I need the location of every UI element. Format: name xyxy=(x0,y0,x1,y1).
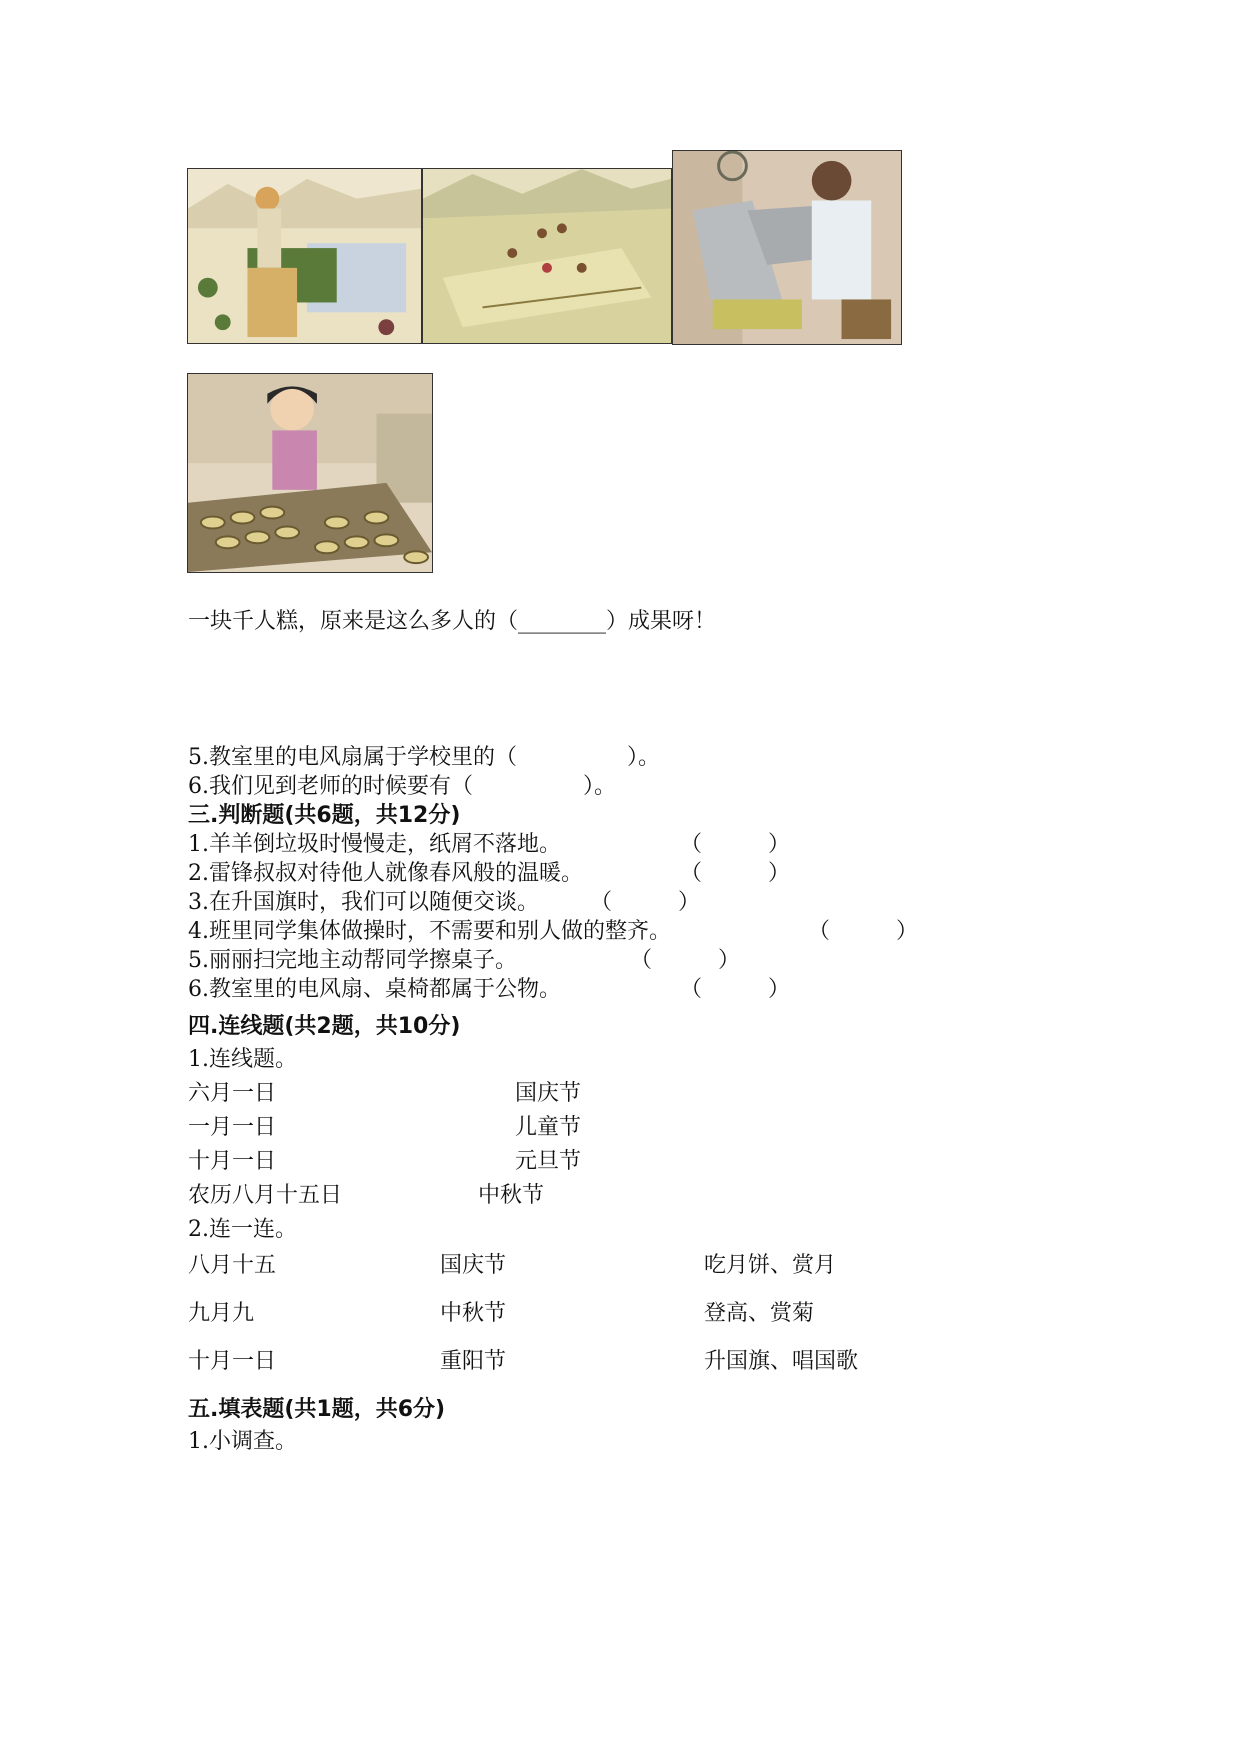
judge-item-1: 1.羊羊倒垃圾时慢慢走，纸屑不落地。 xyxy=(188,832,561,857)
match-q2-label: 2.连一连。 xyxy=(188,1217,297,1242)
judge-item-1-answer[interactable]: （ ） xyxy=(680,832,791,857)
match-q2-col3-1: 吃月饼、赏月 xyxy=(704,1253,837,1278)
judge-item-3: 3.在升国旗时，我们可以随便交谈。 xyxy=(188,890,539,915)
judge-item-3-answer[interactable]: （ ） xyxy=(590,890,701,915)
judge-item-2: 2.雷锋叔叔对待他人就像春风般的温暖。 xyxy=(188,861,583,886)
match-q1-label: 1.连线题。 xyxy=(188,1047,297,1072)
match-q2-col3-2: 登高、赏菊 xyxy=(704,1301,815,1326)
judge-item-5: 5.丽丽扫完地主动帮同学擦桌子。 xyxy=(188,948,517,973)
match-q2-col1-3: 十月一日 xyxy=(188,1349,277,1374)
question-5: 5.教室里的电风扇属于学校里的（ ）。 xyxy=(188,745,660,770)
question-6: 6.我们见到老师的时候要有（ ）。 xyxy=(188,774,616,799)
cake-sentence: 一块千人糕，原来是这么多人的（________）成果呀！ xyxy=(188,609,717,634)
farmer-harvesting-image xyxy=(187,168,422,344)
judge-item-6: 6.教室里的电风扇、桌椅都属于公物。 xyxy=(188,977,561,1002)
match-q2-col3-3: 升国旗、唱国歌 xyxy=(704,1349,859,1374)
match-q1-right-2: 儿童节 xyxy=(515,1115,582,1140)
match-q2-col2-2: 中秋节 xyxy=(440,1301,507,1326)
match-q1-left-1: 六月一日 xyxy=(188,1081,277,1106)
miller-machine-image xyxy=(672,150,902,345)
match-q1-left-4: 农历八月十五日 xyxy=(188,1183,343,1208)
section5-heading: 五.填表题(共1题，共6分) xyxy=(188,1397,446,1422)
survey-q1-label: 1.小调查。 xyxy=(188,1429,297,1454)
match-q2-col2-1: 国庆节 xyxy=(440,1253,507,1278)
match-q2-col2-3: 重阳节 xyxy=(440,1349,507,1374)
match-q2-col1-1: 八月十五 xyxy=(188,1253,277,1278)
match-q1-left-2: 一月一日 xyxy=(188,1115,277,1140)
judge-item-5-answer[interactable]: （ ） xyxy=(630,948,741,973)
judge-item-4-answer[interactable]: （ ） xyxy=(808,919,919,944)
match-q1-left-3: 十月一日 xyxy=(188,1149,277,1174)
field-workers-image xyxy=(422,168,672,344)
match-q1-right-4: 中秋节 xyxy=(478,1183,545,1208)
section4-heading: 四.连线题(共2题，共10分) xyxy=(188,1014,461,1039)
judge-item-4: 4.班里同学集体做操时，不需要和别人做的整齐。 xyxy=(188,919,671,944)
match-q1-right-3: 元旦节 xyxy=(515,1149,582,1174)
judge-item-2-answer[interactable]: （ ） xyxy=(680,861,791,886)
judge-item-6-answer[interactable]: （ ） xyxy=(680,977,791,1002)
match-q2-col1-2: 九月九 xyxy=(188,1301,255,1326)
match-q1-right-1: 国庆节 xyxy=(515,1081,582,1106)
girl-baking-image xyxy=(187,373,433,573)
section3-heading: 三.判断题(共6题，共12分) xyxy=(188,803,461,828)
